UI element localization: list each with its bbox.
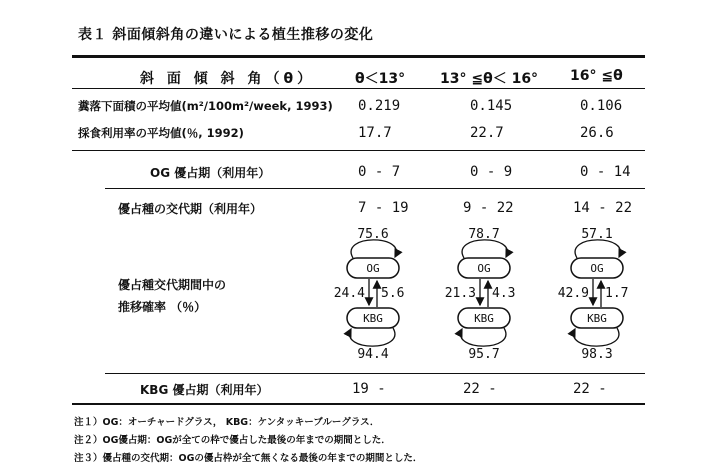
- og-to-kbg-value-1: 24.4: [333, 286, 365, 301]
- og-node-label-1: OG: [366, 262, 380, 275]
- table-title: 表１ 斜面傾斜角の違いによる植生推移の変化: [78, 27, 374, 43]
- row-label-species-change: 優占種の交代期（利用年）: [118, 202, 263, 216]
- row-label-kbg-dominance: KBG 優占期（利用年）: [140, 383, 269, 397]
- row-label-grazing-rate: 採食利用率の平均値(％, 1992): [78, 126, 244, 140]
- og-node-label-3: OG: [590, 262, 604, 275]
- stay-kbg-value-2: 95.7: [468, 347, 500, 362]
- row-label-dung-area: 糞落下面積の平均値(m²/100m²/week, 1993): [78, 99, 333, 113]
- dung-area-col-3: 0.106: [580, 98, 623, 114]
- kbg-dominance-col-1: 19 -: [352, 381, 386, 397]
- kbg-node-label-3: KBG: [587, 312, 607, 325]
- kbg-dominance-col-2: 22 -: [463, 381, 497, 397]
- stay-og-value-1: 75.6: [357, 227, 389, 242]
- row-label-og-dominance: OG 優占期（利用年）: [150, 166, 271, 180]
- note-1: 注１）OG：オーチャードグラス， KBG：ケンタッキーブルーグラス．: [74, 417, 380, 428]
- og-dominance-col-2: 0 - 9: [470, 164, 513, 180]
- dung-area-col-1: 0.219: [358, 98, 401, 114]
- og-dominance-col-1: 0 - 7: [358, 164, 401, 180]
- kbg-to-og-value-3: 1.7: [605, 286, 629, 301]
- header-angle-label: 斜 面 傾 斜 角（θ）: [140, 71, 316, 87]
- kbg-to-og-value-2: 4.3: [492, 286, 516, 301]
- stay-og-value-2: 78.7: [468, 227, 500, 242]
- kbg-self-loop-2: [461, 328, 506, 346]
- kbg-self-loop-3: [574, 328, 619, 346]
- note-3: 注３）優占種の交代期：OGの優占枠が全て無くなる最後の年までの期間とした．: [74, 453, 423, 464]
- grazing-rate-col-3: 26.6: [580, 125, 614, 141]
- header-col-1: θ＜13°: [355, 71, 406, 87]
- og-to-kbg-value-3: 42.9: [557, 286, 589, 301]
- og-to-kbg-value-2: 21.3: [444, 286, 476, 301]
- bottom-rule: [72, 403, 645, 405]
- grazing-rate-col-2: 22.7: [470, 125, 504, 141]
- species-change-col-2: 9 - 22: [463, 200, 514, 216]
- transition-label-line1: 優占種交代期間中の: [118, 278, 227, 292]
- header-col-3: 16° ≦θ: [570, 68, 623, 84]
- kbg-dominance-col-3: 22 -: [573, 381, 607, 397]
- og-dominance-col-3: 0 - 14: [580, 164, 631, 180]
- species-change-col-1: 7 - 19: [358, 200, 409, 216]
- kbg-self-loop-1: [350, 328, 395, 346]
- dung-area-col-2: 0.145: [470, 98, 513, 114]
- stay-kbg-value-3: 98.3: [581, 347, 613, 362]
- og-node-label-2: OG: [477, 262, 491, 275]
- note-2: 注２）OG優占期：OGが全ての枠で優占した最後の年までの期間とした．: [74, 435, 391, 446]
- kbg-node-label-2: KBG: [474, 312, 494, 325]
- grazing-rate-col-1: 17.7: [358, 125, 392, 141]
- header-col-2: 13° ≦θ＜ 16°: [440, 71, 539, 87]
- species-change-col-3: 14 - 22: [573, 200, 633, 216]
- og-self-loop-2: [462, 240, 507, 258]
- stay-kbg-value-1: 94.4: [357, 347, 389, 362]
- transition-label-line2: 推移確率 （％）: [118, 300, 207, 314]
- row-divider-3: [105, 373, 645, 374]
- og-self-loop-3: [575, 240, 620, 258]
- stay-og-value-3: 57.1: [581, 227, 613, 242]
- kbg-node-label-1: KBG: [363, 312, 383, 325]
- kbg-to-og-value-1: 5.6: [381, 286, 405, 301]
- og-self-loop-1: [351, 240, 396, 258]
